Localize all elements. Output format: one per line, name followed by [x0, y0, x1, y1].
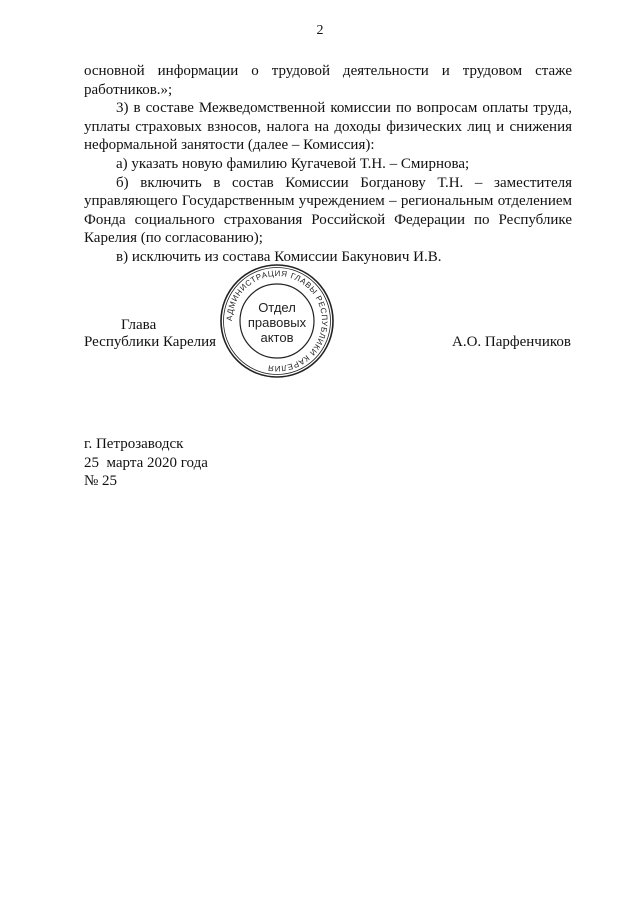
place-city: г. Петрозаводск — [84, 436, 184, 452]
document-body — [84, 62, 572, 267]
stamp-center-line2: правовых — [247, 315, 307, 330]
signatory-title-line1: Глава — [121, 317, 157, 333]
paragraph-item-a: а) указать новую фамилию Кугачевой Т.Н. – Смирнова; — [116, 155, 470, 172]
stamp-ring-textpath: АДМИНИСТРАЦИЯ ГЛАВЫ РЕСПУБЛИКИ КАРЕЛИЯ — [224, 268, 330, 374]
document-date: 25 марта 2020 года — [84, 454, 208, 471]
signatory-name: А.О. Парфенчиков — [452, 334, 571, 350]
paragraph-item-c: в) исключить из состава Комиссии Бакунович И.В. — [116, 248, 442, 265]
official-stamp — [218, 262, 336, 380]
paragraph-continuation: основной информации о трудовой деятельности и трудовом стаже работников.»; — [84, 63, 572, 98]
place-date-block — [84, 435, 208, 491]
stamp-center-line3: актов — [260, 330, 294, 345]
document-number: № 25 — [84, 473, 118, 490]
page-number: 2 — [316, 23, 324, 38]
stamp-center-line1: Отдел — [258, 300, 296, 315]
paragraph-item-b: б) включить в состав Комиссии Богданову Т.Н. – заместителя управляющего Государственным учреждением – региональным отделением Фонда социального страхования Российской Федерации по Республике Карелия (по согласованию); — [84, 174, 572, 247]
signatory-title-line2: Республики Карелия — [84, 334, 217, 350]
paragraph-item-3: 3) в составе Межведомственной комиссии по вопросам оплаты труда, уплаты страховых взносов, налога на доходы физических лиц и снижения неформальной занятости (далее – Комиссия): — [84, 100, 572, 154]
